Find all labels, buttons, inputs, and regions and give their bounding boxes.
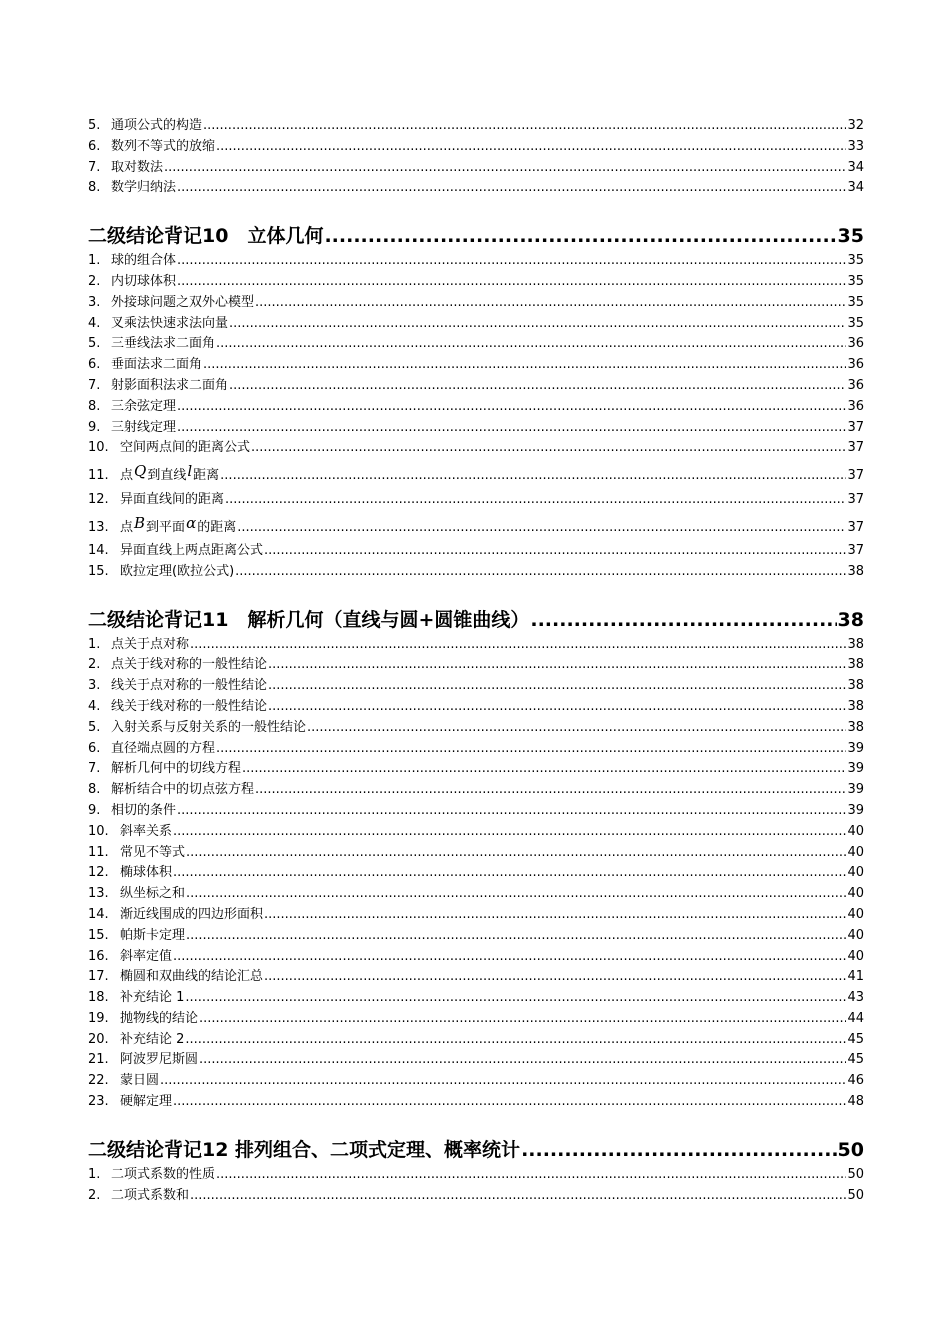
entry-number: 7. [88,159,101,175]
entry-number: 5. [88,118,101,133]
entry-title: 入射关系与反射关系的一般性结论 [111,719,307,735]
entry-page: 38 [847,719,864,735]
entry-page: 38 [847,657,864,673]
toc-entry[interactable] [88,293,864,314]
dot-leader [225,490,846,511]
dot-leader [173,822,846,843]
entry-title: 解析结合中的切点弦方程 [111,782,255,798]
entry-number: 1. [88,1166,101,1182]
entry-title: 斜率关系 [120,823,173,839]
dot-leader [164,158,846,179]
entry-number: 23. [88,1094,109,1110]
entry-title: 数学归纳法 [111,180,177,196]
dot-leader [177,178,846,199]
dot-leader [177,801,846,822]
dot-leader [185,1030,846,1051]
entry-page: 37 [847,468,864,484]
toc-entry[interactable] [88,334,864,355]
dot-leader [199,1009,846,1030]
entry-title: 点关于点对称 [111,636,190,652]
entry-page: 48 [847,1094,864,1110]
toc-entry[interactable] [88,438,864,459]
entry-page: 34 [847,180,864,196]
dot-leader [255,293,846,314]
dot-leader [324,221,836,251]
entry-number: 15. [88,927,109,943]
toc-entry[interactable] [88,314,864,335]
toc-entry[interactable] [88,947,864,968]
toc-entry[interactable] [88,655,864,676]
entry-page: 43 [847,990,864,1006]
entry-number: 10. [88,823,109,839]
dot-leader [186,843,846,864]
entry-page: 46 [847,1073,864,1089]
dot-leader [185,988,846,1009]
dot-leader [173,947,846,968]
toc-entry[interactable] [88,541,864,562]
dot-leader [190,1186,846,1207]
dot-leader [216,739,846,760]
toc-section-11[interactable] [88,605,864,635]
dot-leader [190,635,846,656]
entry-number: 13. [88,886,109,902]
entry-page: 44 [847,1010,864,1026]
dot-leader [220,460,846,491]
entry-title: 数列不等式的放缩 [111,138,216,154]
entry-title: 解析几何中的切线方程 [111,761,242,777]
entry-title: 二项式系数和 [111,1187,190,1203]
toc-group-solid-geometry [88,251,864,459]
entry-page: 39 [847,802,864,818]
toc-group-combinatorics [88,1165,864,1207]
entry-title: 常见不等式 [120,844,186,860]
entry-page: 40 [847,906,864,922]
entry-title: 二项式系数的性质 [111,1166,216,1182]
toc-entry[interactable] [88,397,864,418]
toc-group-solid-geometry-2 [88,541,864,583]
entry-number: 14. [88,542,109,558]
entry-title: 通项公式的构造 [111,118,203,133]
entry-page: 37 [847,419,864,435]
dot-leader [229,376,846,397]
toc-entry[interactable] [88,1030,864,1051]
entry-title: 蒙日圆 [120,1073,160,1089]
section-page: 35 [837,225,864,248]
dot-leader [160,1071,846,1092]
entry-title: 射影面积法求二面角 [111,377,229,393]
entry-page: 34 [847,159,864,175]
entry-title: 球的组合体 [111,253,177,269]
entry-number: 21. [88,1052,109,1068]
entry-number: 8. [88,782,101,798]
entry-title: 异面直线间的距离 [120,492,225,508]
entry-page: 36 [847,336,864,352]
entry-number: 7. [88,761,101,777]
entry-number: 3. [88,294,101,310]
entry-number: 22. [88,1073,109,1089]
dot-leader [186,926,846,947]
entry-number: 2. [88,657,101,673]
dot-leader [216,1165,846,1186]
toc-entry[interactable] [88,739,864,760]
entry-page: 35 [847,253,864,269]
entry-page: 36 [847,357,864,373]
entry-title: 渐近线围成的四边形面积 [120,906,264,922]
toc-entry[interactable] [88,418,864,439]
entry-number: 12. [88,492,109,508]
entry-page: 50 [847,1187,864,1203]
toc-entry[interactable] [88,822,864,843]
dot-leader [177,251,846,272]
entry-page: 36 [847,377,864,393]
dot-leader [264,967,846,988]
toc-entry[interactable] [88,697,864,718]
entry-title: 三余弦定理 [111,398,177,414]
entry-title: 异面直线上两点距离公式 [120,542,264,558]
entry-title: 抛物线的结论 [120,1010,199,1026]
entry-number: 12. [88,865,109,881]
dot-leader [203,355,846,376]
toc-entry[interactable] [88,1071,864,1092]
entry-number: 9. [88,419,101,435]
dot-leader [255,780,846,801]
entry-title: 直径端点圆的方程 [111,740,216,756]
toc-entry[interactable] [88,490,864,511]
toc-entry[interactable] [88,905,864,926]
dot-leader [268,676,846,697]
toc-entry[interactable] [88,926,864,947]
toc-entry[interactable] [88,158,864,179]
dot-leader [242,759,846,780]
entry-number: 3. [88,678,101,694]
dot-leader [229,314,846,335]
toc-group-analytic-geometry [88,635,864,1113]
entry-page: 35 [847,273,864,289]
entry-page: 41 [847,969,864,985]
entry-page: 40 [847,927,864,943]
toc-entry[interactable] [88,355,864,376]
entry-title: 线关于线对称的一般性结论 [111,698,268,714]
entry-title: 阿波罗尼斯圆 [120,1052,199,1068]
toc-entry[interactable] [88,759,864,780]
dot-leader [177,418,846,439]
entry-page: 37 [847,519,864,535]
entry-title: 线关于点对称的一般性结论 [111,678,268,694]
entry-title: 纵坐标之和 [120,886,186,902]
toc-entry[interactable] [88,562,864,583]
toc-entry[interactable] [88,967,864,988]
toc-entry[interactable] [88,635,864,656]
toc-entry[interactable] [88,780,864,801]
entry-page: 33 [847,138,864,154]
entry-number: 5. [88,336,101,352]
entry-number: 15. [88,563,109,579]
toc-entry[interactable] [88,251,864,272]
entry-number: 13. [88,519,109,535]
entry-page: 45 [847,1031,864,1047]
entry-page: 38 [847,563,864,579]
entry-title: 叉乘法快速求法向量 [111,315,229,331]
entry-number: 16. [88,948,109,964]
dot-leader [237,513,846,543]
entry-number: 2. [88,273,101,289]
section-title: 二级结论背记10 立体几何 [88,225,324,248]
entry-page: 40 [847,886,864,902]
toc-entry[interactable] [88,863,864,884]
entry-title: 欧拉定理(欧拉公式) [120,563,235,579]
entry-page: 45 [847,1052,864,1068]
toc-entry[interactable] [88,801,864,822]
entry-page: 35 [847,294,864,310]
dot-leader [216,334,846,355]
entry-title: 点B到平面α的距离 [120,513,237,535]
toc-entry[interactable] [88,1009,864,1030]
dot-leader [186,884,846,905]
entry-page: 40 [847,865,864,881]
dot-leader [264,905,846,926]
entry-title: 补充结论 2 [120,1031,185,1047]
entry-number: 1. [88,253,101,269]
toc-entry[interactable] [88,272,864,293]
dot-leader [268,697,846,718]
dot-leader [216,137,846,158]
entry-number: 20. [88,1031,109,1047]
entry-page: 40 [847,823,864,839]
entry-page: 38 [847,698,864,714]
section-page: 50 [837,1138,864,1161]
dot-leader [251,438,846,459]
dot-leader [264,541,846,562]
toc-section-10[interactable] [88,221,864,251]
section-page: 38 [837,608,864,631]
entry-title: 垂面法求二面角 [111,357,203,373]
toc-entry[interactable] [88,511,864,541]
entry-page: 38 [847,636,864,652]
entry-page: 50 [847,1166,864,1182]
table-of-contents [88,116,864,1206]
entry-page: 40 [847,844,864,860]
entry-title: 斜率定值 [120,948,173,964]
dot-leader [173,1092,846,1113]
entry-title: 外接球问题之双外心模型 [111,294,255,310]
entry-page: 39 [847,740,864,756]
entry-title: 相切的条件 [111,802,177,818]
entry-page: 40 [847,948,864,964]
dot-leader [268,655,846,676]
dot-leader [521,1135,836,1165]
entry-title: 取对数法 [111,159,164,175]
entry-page: 32 [847,118,864,133]
entry-number: 6. [88,357,101,373]
toc-entry[interactable] [88,843,864,864]
toc-entry[interactable] [88,718,864,739]
toc-entry[interactable] [88,178,864,199]
entry-page: 37 [847,440,864,456]
entry-title: 帕斯卡定理 [120,927,186,943]
entry-page: 39 [847,761,864,777]
toc-group-sequences [88,116,864,199]
entry-page: 37 [847,542,864,558]
entry-page: 36 [847,398,864,414]
toc-entry[interactable] [88,116,864,137]
entry-number: 9. [88,802,101,818]
toc-entry[interactable] [88,376,864,397]
entry-title: 内切球体积 [111,273,177,289]
entry-title: 椭球体积 [120,865,173,881]
toc-entry[interactable] [88,1050,864,1071]
section-title: 二级结论背记12 排列组合、二项式定理、概率统计 [88,1138,521,1161]
dot-leader [530,605,836,635]
dot-leader [177,272,846,293]
entry-title: 点Q到直线l距离 [120,462,220,484]
entry-number: 6. [88,138,101,154]
toc-entry[interactable] [88,459,864,490]
entry-title: 补充结论 1 [120,990,185,1006]
entry-title: 椭圆和双曲线的结论汇总 [120,969,264,985]
dot-leader [203,116,846,137]
entry-number: 4. [88,315,101,331]
entry-page: 38 [847,678,864,694]
entry-number: 7. [88,377,101,393]
toc-section-12[interactable] [88,1135,864,1165]
entry-number: 1. [88,636,101,652]
toc-entry[interactable] [88,676,864,697]
entry-page: 39 [847,782,864,798]
entry-number: 11. [88,468,109,484]
dot-leader [235,562,846,583]
toc-entry[interactable] [88,1165,864,1186]
entry-number: 6. [88,740,101,756]
entry-number: 19. [88,1010,109,1026]
dot-leader [307,718,846,739]
dot-leader [177,397,846,418]
entry-title: 硬解定理 [120,1094,173,1110]
dot-leader [199,1050,846,1071]
entry-number: 8. [88,180,101,196]
section-title: 二级结论背记11 解析几何（直线与圆+圆锥曲线） [88,608,530,631]
entry-number: 14. [88,906,109,922]
entry-title: 三射线定理 [111,419,177,435]
entry-page: 37 [847,492,864,508]
toc-entry[interactable] [88,988,864,1009]
entry-number: 2. [88,1187,101,1203]
toc-entry[interactable] [88,884,864,905]
dot-leader [173,863,846,884]
toc-entry[interactable] [88,1186,864,1207]
entry-number: 10. [88,440,109,456]
entry-number: 4. [88,698,101,714]
toc-entry[interactable] [88,137,864,158]
toc-entry[interactable] [88,1092,864,1113]
entry-number: 5. [88,719,101,735]
entry-number: 17. [88,969,109,985]
entry-number: 8. [88,398,101,414]
entry-title: 空间两点间的距离公式 [120,440,251,456]
entry-title: 三垂线法求二面角 [111,336,216,352]
entry-title: 点关于线对称的一般性结论 [111,657,268,673]
entry-page: 35 [847,315,864,331]
entry-number: 18. [88,990,109,1006]
entry-number: 11. [88,844,109,860]
